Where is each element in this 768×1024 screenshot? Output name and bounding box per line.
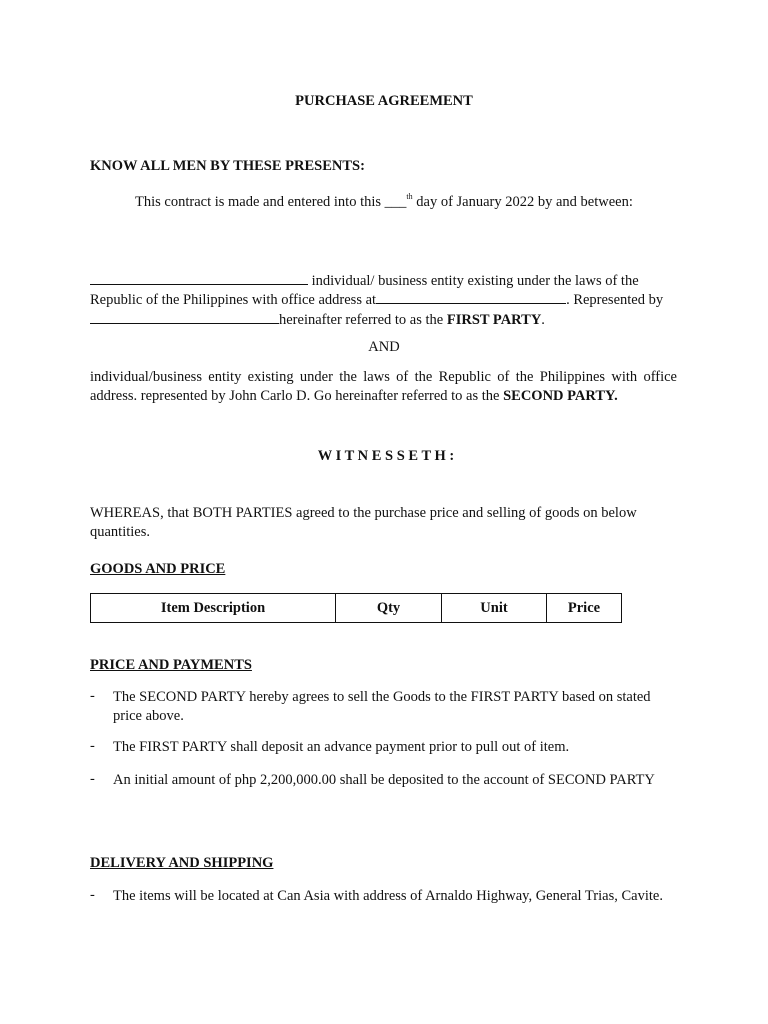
- second-party-text: individual/business entity existing under the laws of the Republic of the Philippines with office address. represented by John Carlo D. Go hereinafter referred to as the: [90, 369, 677, 404]
- first-party-label: FIRST PARTY: [446, 312, 542, 328]
- witnesseth-heading: W I T N E S S E T H :: [317, 448, 455, 464]
- know-all-heading: KNOW ALL MEN BY THESE PRESENTS:: [90, 158, 365, 174]
- delivery-shipping-heading: DELIVERY AND SHIPPING: [90, 855, 274, 871]
- whereas-paragraph: WHEREAS, that BOTH PARTIES agreed to the purchase price and selling of goods on below quantities.: [90, 505, 637, 540]
- document-title: PURCHASE AGREEMENT: [295, 93, 473, 109]
- col-price: Price: [547, 594, 622, 623]
- first-party-line-3: [90, 309, 545, 330]
- first-party-line-1: [90, 270, 639, 291]
- goods-table-header-row: [91, 594, 622, 623]
- list-dash: -: [90, 738, 95, 754]
- first-party-line3-text: hereinafter referred to as the: [279, 312, 447, 328]
- name-blank: [90, 270, 308, 285]
- col-unit: Unit: [442, 594, 547, 623]
- goods-table: [90, 593, 622, 623]
- second-party-label: SECOND PARTY.: [503, 388, 618, 404]
- address-blank: [376, 289, 566, 304]
- intro-paragraph: [135, 193, 633, 212]
- first-party-line-2: [90, 289, 663, 310]
- price-item-text: The FIRST PARTY shall deposit an advance payment prior to pull out of item.: [113, 739, 570, 755]
- intro-blank: ___: [384, 194, 407, 210]
- list-dash: -: [90, 771, 95, 787]
- first-party-line3-end: .: [541, 312, 545, 328]
- first-party-line2-text: Republic of the Philippines with office address at: [90, 292, 377, 308]
- representative-blank: [90, 309, 279, 324]
- list-dash: -: [90, 688, 95, 704]
- intro-before: This contract is made and entered into this: [135, 194, 385, 210]
- col-item-description: Item Description: [91, 594, 336, 623]
- price-item-text: The SECOND PARTY hereby agrees to sell the Goods to the FIRST PARTY based on stated price above.: [113, 689, 651, 724]
- list-dash: -: [90, 887, 95, 903]
- first-party-line1-text: individual/ business entity existing under the laws of the: [308, 273, 639, 289]
- intro-sup: th: [406, 192, 413, 201]
- col-qty: Qty: [336, 594, 442, 623]
- second-party-paragraph: [90, 368, 677, 406]
- delivery-item-text: The items will be located at Can Asia with address of Arnaldo Highway, General Trias, Cavite.: [113, 888, 663, 904]
- price-item-text: An initial amount of php 2,200,000.00 shall be deposited to the account of SECOND PARTY: [113, 772, 655, 788]
- goods-price-heading: GOODS AND PRICE: [90, 561, 226, 577]
- price-payments-heading: PRICE AND PAYMENTS: [90, 657, 252, 673]
- intro-after: day of January 2022 by and between:: [412, 194, 633, 210]
- first-party-line2-tail: . Represented by: [566, 292, 664, 308]
- and-separator: AND: [368, 339, 400, 355]
